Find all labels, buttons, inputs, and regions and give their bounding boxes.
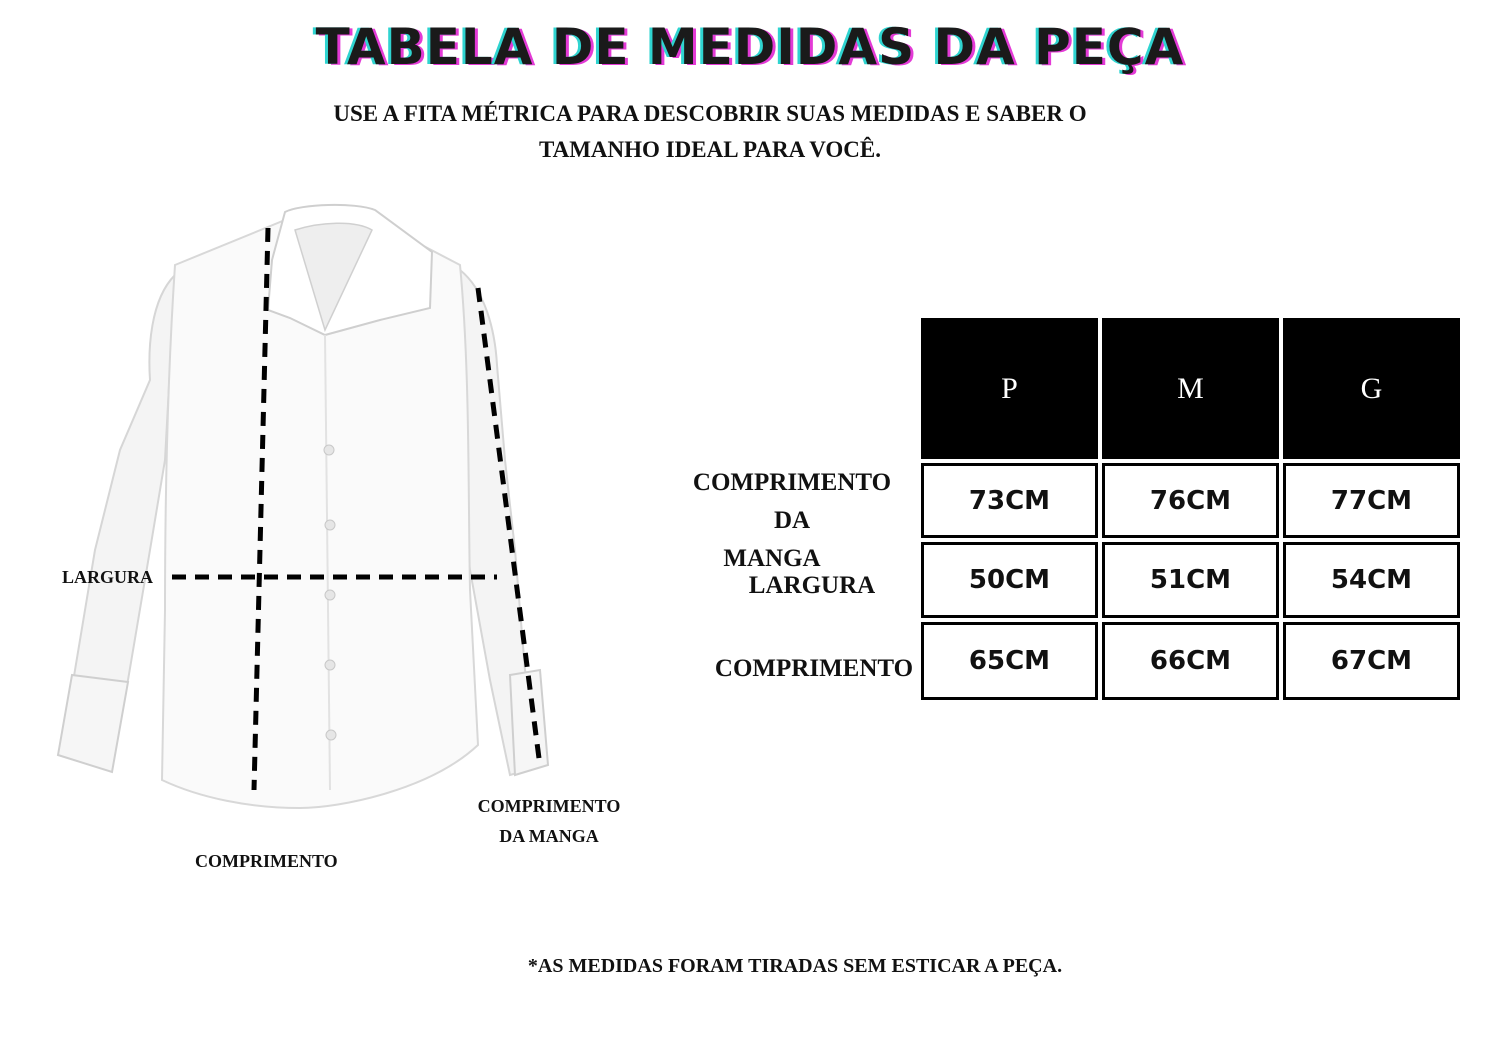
cell-sleeve-p: 73CM (921, 463, 1098, 538)
cell-length-p: 65CM (921, 622, 1098, 700)
row-label-width: LARGURA (748, 572, 876, 599)
size-header-g: G (1283, 318, 1460, 459)
size-header-m: M (1102, 318, 1279, 459)
cell-length-g: 67CM (1283, 622, 1460, 700)
cell-width-p: 50CM (921, 542, 1098, 618)
page-title: TABELA DE MEDIDAS DA PEÇA (315, 18, 1185, 76)
cell-sleeve-m: 76CM (1102, 463, 1279, 538)
size-table (921, 318, 1461, 700)
size-header-p: P (921, 318, 1098, 459)
shirt-diagram (0, 190, 660, 820)
footnote: *AS MEDIDAS FORAM TIRADAS SEM ESTICAR A PEÇA. (527, 955, 1063, 977)
cell-width-m: 51CM (1102, 542, 1279, 618)
row-label-sleeve-line-2: MANGA (723, 545, 821, 572)
diagram-label-sleeve-line-2: DA MANGA (499, 826, 599, 846)
cell-sleeve-g: 77CM (1283, 463, 1460, 538)
left-cuff (58, 675, 128, 772)
subtitle-line-2: TAMANHO IDEAL PARA VOCÊ. (538, 137, 881, 162)
shirt-illustration (58, 205, 548, 808)
diagram-label-length: COMPRIMENTO (195, 851, 338, 871)
cell-width-g: 54CM (1283, 542, 1460, 618)
page-subtitle (330, 96, 1090, 168)
diagram-label-sleeve-line-1: COMPRIMENTO (477, 796, 621, 816)
row-label-length: COMPRIMENTO (714, 655, 914, 682)
diagram-label-width: LARGURA (62, 567, 154, 587)
subtitle-line-1: USE A FITA MÉTRICA PARA DESCOBRIR SUAS MEDIDAS E SABER O (333, 101, 1087, 126)
row-label-sleeve (676, 464, 908, 578)
row-label-sleeve-line-1: COMPRIMENTO DA (692, 469, 892, 534)
diagram-label-sleeve (474, 791, 624, 851)
cell-length-m: 66CM (1102, 622, 1279, 700)
